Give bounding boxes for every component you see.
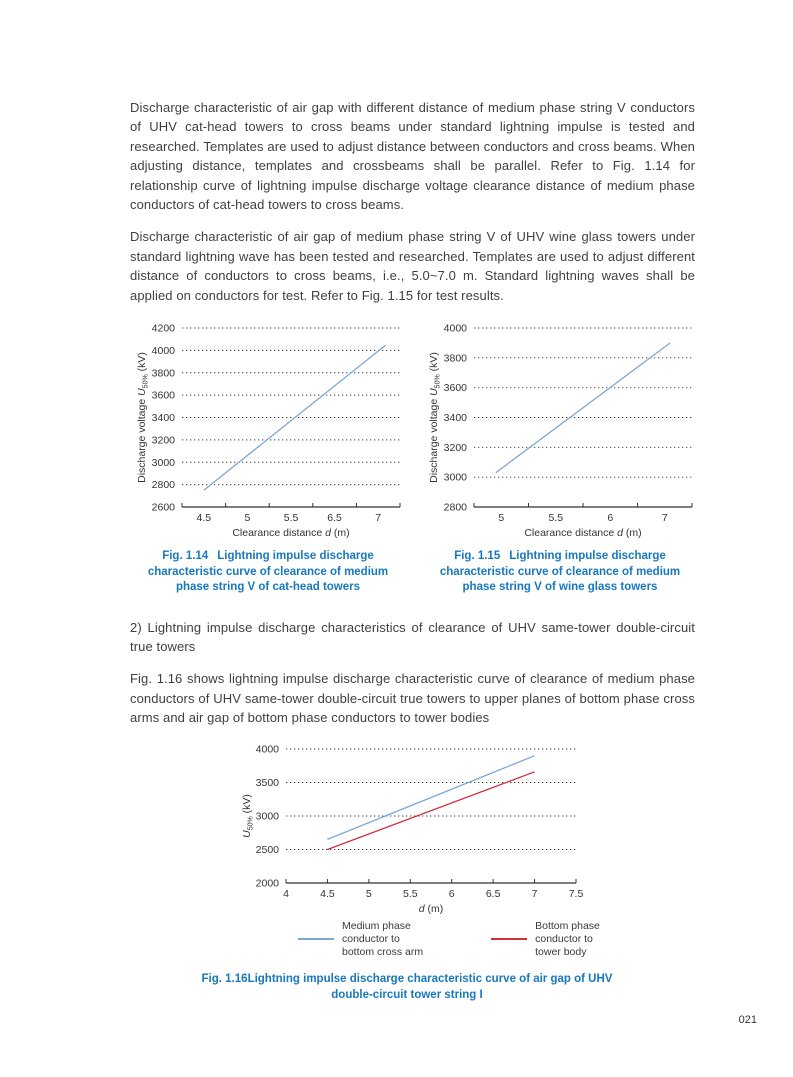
- svg-text:3800: 3800: [151, 367, 175, 380]
- svg-text:3000: 3000: [151, 456, 175, 469]
- svg-text:2800: 2800: [151, 479, 175, 492]
- svg-text:7: 7: [531, 887, 538, 900]
- svg-text:3500: 3500: [255, 776, 279, 789]
- legend-line-red-icon: [491, 938, 527, 940]
- legend-label-line: tower body: [535, 945, 587, 958]
- figures-row: [128, 318, 700, 596]
- legend-label-line: bottom cross arm: [342, 945, 424, 958]
- figure-label: Fig. 1.14: [162, 550, 209, 563]
- svg-text:4200: 4200: [151, 322, 175, 335]
- chart-fig-1-14: [130, 318, 406, 543]
- svg-text:3800: 3800: [443, 352, 467, 365]
- figure-1-16: [130, 741, 695, 1003]
- legend-label-line: Medium phase: [342, 919, 411, 932]
- svg-text:6.5: 6.5: [485, 887, 501, 900]
- svg-text:d (m): d (m): [418, 902, 444, 915]
- svg-text:7: 7: [375, 512, 382, 525]
- svg-text:4.5: 4.5: [320, 887, 335, 900]
- svg-text:4000: 4000: [255, 743, 279, 756]
- svg-text:3200: 3200: [151, 434, 175, 447]
- legend-label: [535, 920, 600, 959]
- chart-fig-1-16: [235, 741, 587, 918]
- svg-text:Clearance distance d (m): Clearance distance d (m): [232, 527, 350, 540]
- svg-text:3600: 3600: [443, 382, 467, 395]
- svg-text:4.5: 4.5: [196, 512, 212, 525]
- svg-text:3200: 3200: [443, 441, 467, 454]
- top-margin: [130, 0, 695, 98]
- svg-text:6.5: 6.5: [327, 512, 342, 525]
- svg-text:5: 5: [244, 512, 251, 525]
- figure-caption-text: Lightning impulse discharge characteristic curve of clearance of medium phase string V of cat-head towers: [147, 550, 389, 594]
- svg-text:5.5: 5.5: [548, 512, 564, 525]
- svg-text:6: 6: [607, 512, 614, 525]
- legend-item-medium-phase: [298, 920, 423, 959]
- svg-text:U50% (kV): $U_{50\%}$ (kV): [241, 793, 255, 838]
- figure-1-14: [128, 318, 408, 596]
- figure-1-15-caption: [426, 549, 694, 596]
- svg-text:4: 4: [283, 887, 289, 900]
- svg-text:3000: 3000: [443, 471, 467, 484]
- svg-text:3400: 3400: [443, 412, 467, 425]
- figure-caption-text: Lightning impulse discharge characteristic curve of clearance of medium phase string V of wine glass towers: [439, 550, 681, 594]
- svg-text:2800: 2800: [443, 501, 467, 514]
- figure-1-14-caption: [134, 549, 402, 596]
- figure-caption-text: Lightning impulse discharge characteristic curve of air gap of UHV double-circuit tower string I: [247, 972, 613, 1001]
- svg-text:2000: 2000: [255, 877, 279, 890]
- paragraph-fig-1-16-intro: Fig. 1.16 shows lightning impulse discharge characteristic curve of clearance of medium phase conductors of UHV same-tower double-circuit true towers to upper planes of bottom phase cross arms and air gap of bottom phase conductors to tower bodies: [130, 671, 695, 726]
- svg-text:4000: 4000: [443, 322, 467, 335]
- legend-label-line: conductor to: [535, 932, 593, 945]
- svg-text:Discharge voltage U50% (kV): Discharge voltage $U_{50\%}$ (kV): [428, 352, 442, 483]
- svg-text:Clearance distance d (m): Clearance distance d (m): [524, 527, 642, 540]
- page-number: 021: [738, 1014, 757, 1026]
- svg-text:6: 6: [448, 887, 455, 900]
- paragraph-wine-glass-towers: Discharge characteristic of air gap of medium phase string V of UHV wine glass towers under standard lightning wave has been tested and researched. Templates are used to adjust different distance of conductors to cross beams, i.e., 5.0~7.0 m. Standard lightning waves shall be applied on conductors for test. Refer to Fig. 1.15 for test results.: [130, 229, 695, 303]
- page-content: [130, 0, 695, 1003]
- legend-label-line: conductor to: [342, 932, 400, 945]
- svg-text:3000: 3000: [255, 810, 279, 823]
- svg-text:Discharge voltage U50% (kV): Discharge voltage $U_{50\%}$ (kV): [136, 352, 150, 483]
- svg-text:7.5: 7.5: [568, 887, 584, 900]
- legend-label: [342, 920, 423, 959]
- paragraph-cat-head-towers: Discharge characteristic of air gap with different distance of medium phase string V conductors of UHV cat-head towers to cross beams under standard lightning impulse is tested and researched. Templates are used to adjust distance between conductors and cross beams. When adjusting distance, templates and crossbeams shall be parallel. Refer to Fig. 1.14 for relationship curve of lightning impulse discharge voltage clearance distance of medium phase conductors of cat-head towers to cross beams.: [130, 100, 695, 213]
- svg-text:2600: 2600: [151, 501, 175, 514]
- legend-line-blue-icon: [298, 938, 334, 940]
- chart-fig-1-15: [422, 318, 698, 543]
- svg-text:3600: 3600: [151, 389, 175, 402]
- svg-text:5: 5: [365, 887, 372, 900]
- paragraph-section-2: 2) Lightning impulse discharge characteristics of clearance of UHV same-tower double-circuit true towers: [130, 619, 695, 654]
- svg-text:4000: 4000: [151, 344, 175, 357]
- figure-1-16-caption: [182, 971, 632, 1003]
- svg-text:5.5: 5.5: [402, 887, 418, 900]
- chart-legend: [130, 920, 695, 959]
- legend-label-line: Bottom phase: [535, 919, 600, 932]
- svg-text:7: 7: [661, 512, 668, 525]
- figure-1-15: [420, 318, 700, 596]
- svg-text:3400: 3400: [151, 412, 175, 425]
- legend-item-bottom-phase: [491, 920, 600, 959]
- figure-label: Fig. 1.15: [454, 550, 501, 563]
- svg-text:2500: 2500: [255, 843, 279, 856]
- svg-text:5: 5: [498, 512, 505, 525]
- svg-text:5.5: 5.5: [283, 512, 299, 525]
- figure-label: Fig. 1.16: [201, 972, 248, 985]
